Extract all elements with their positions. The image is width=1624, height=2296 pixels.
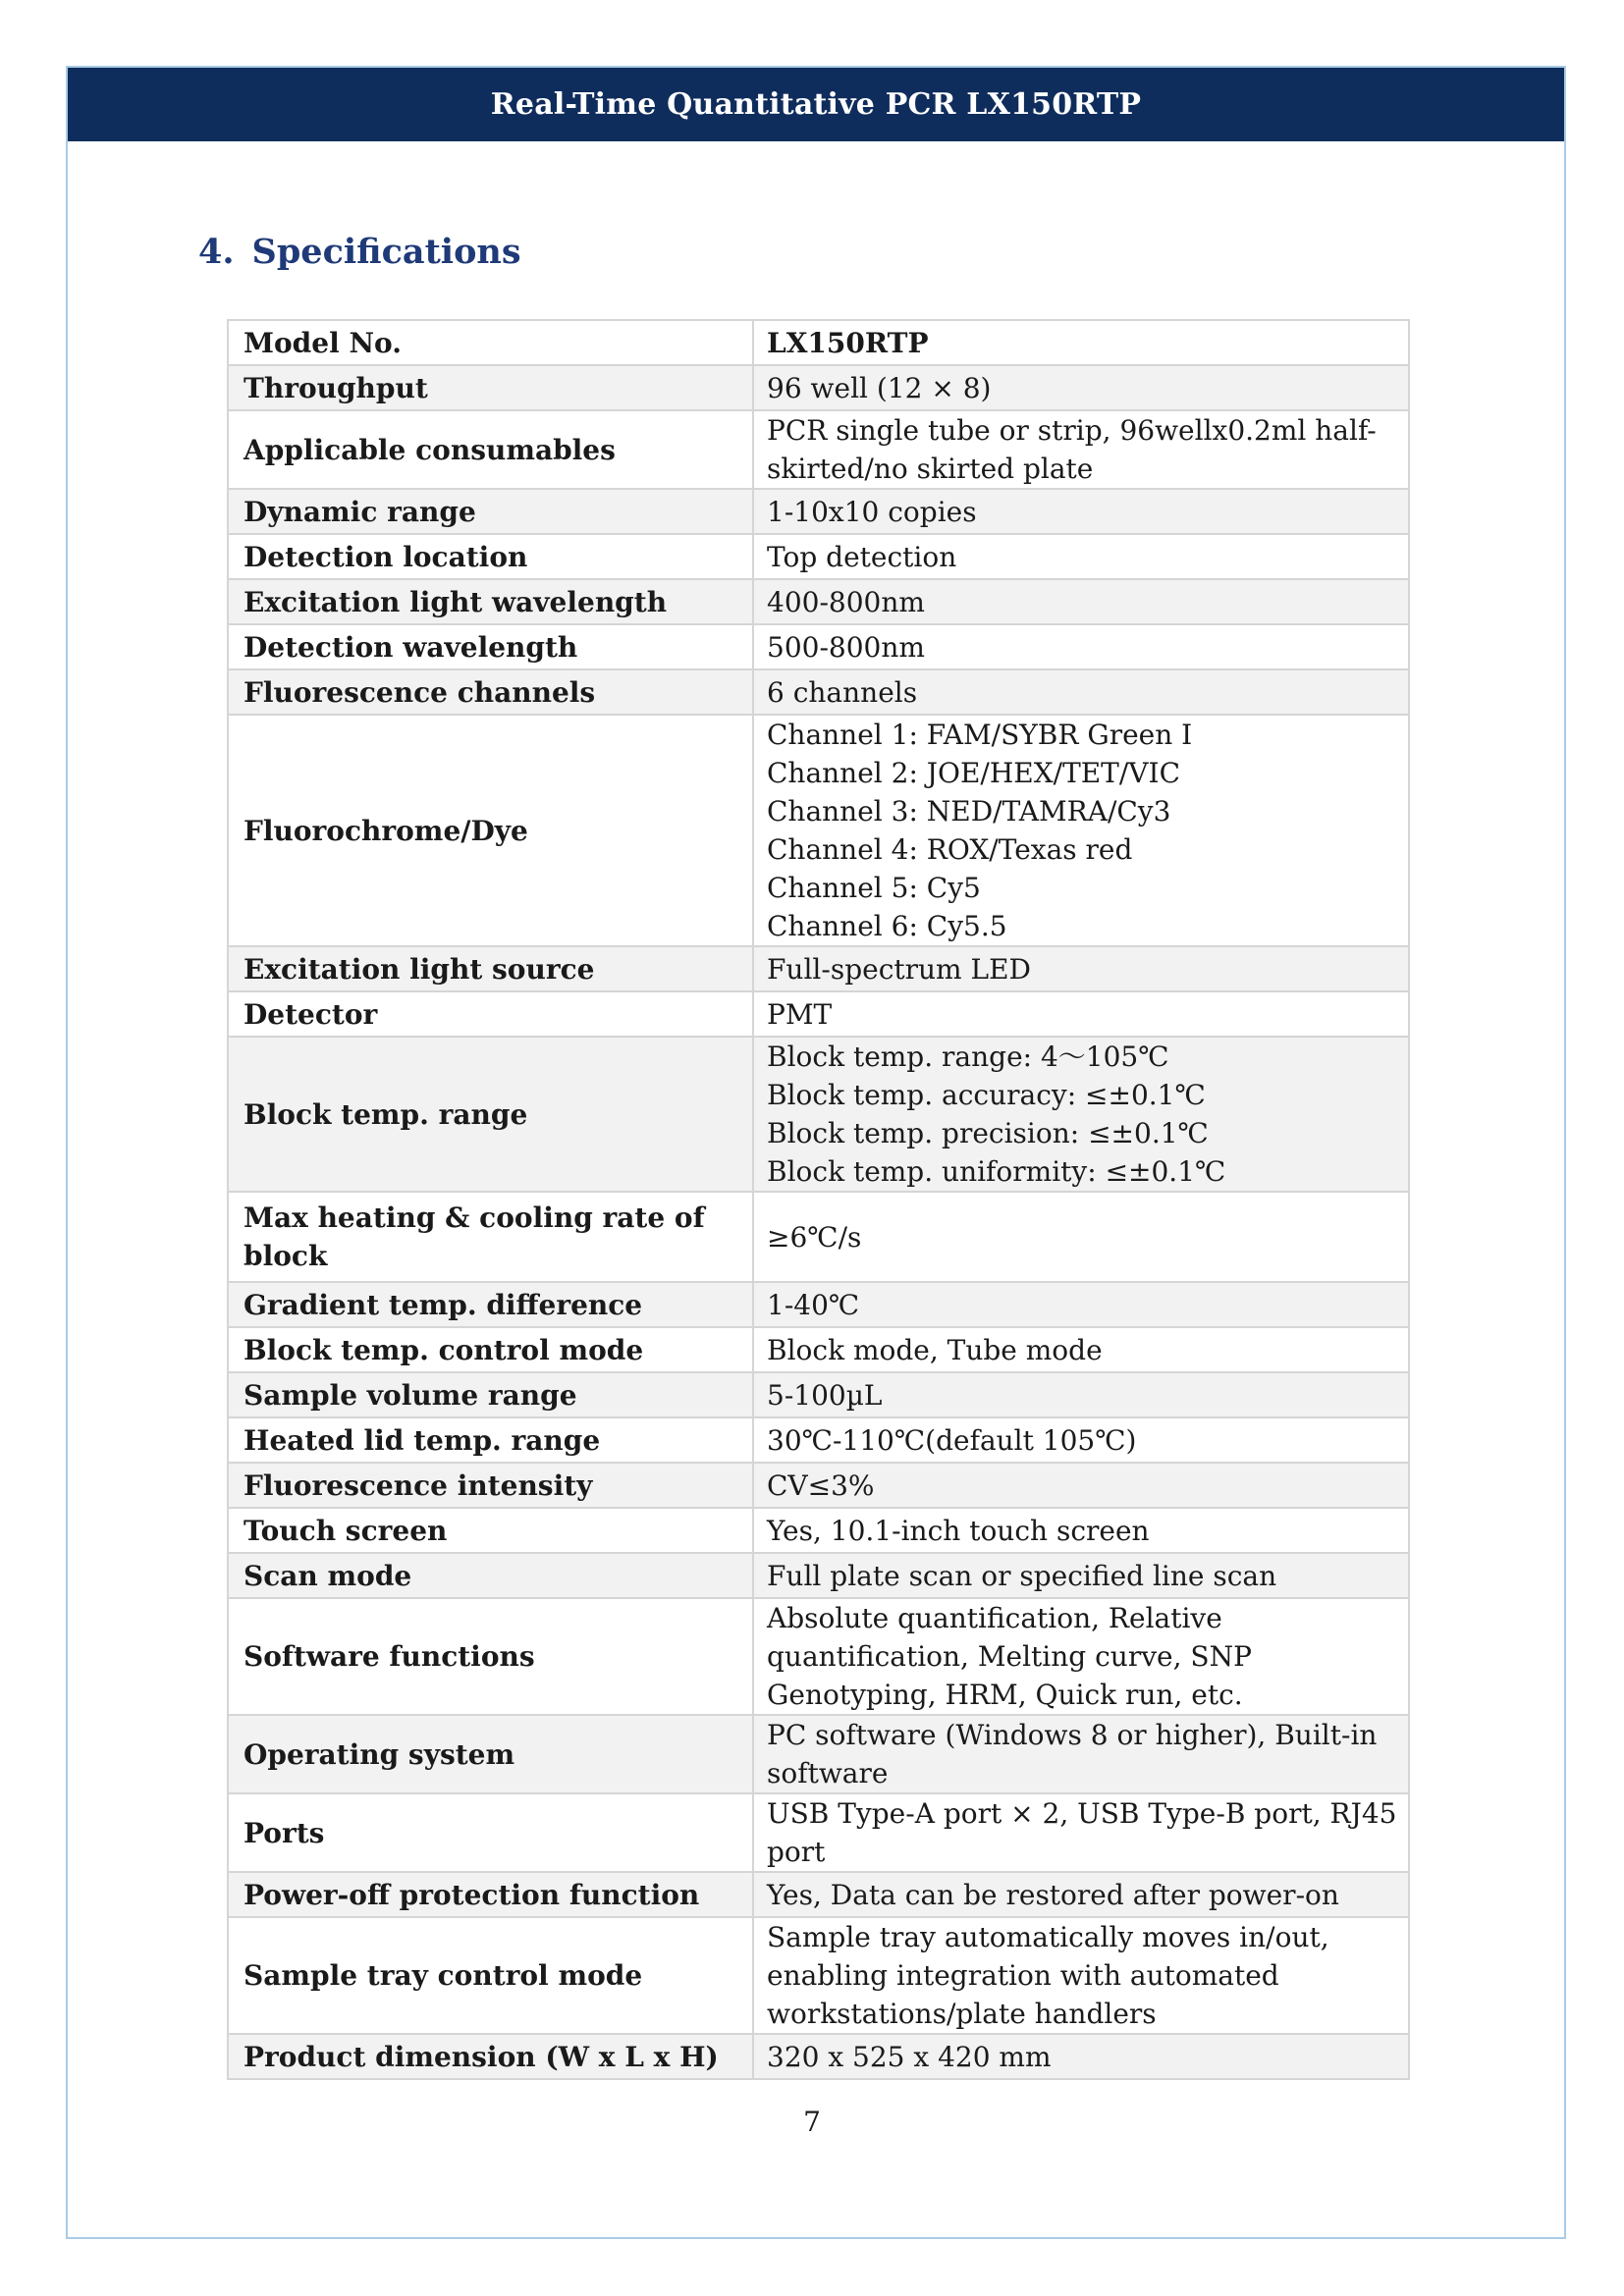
spec-row [228,1372,1409,1417]
spec-value-line: Block temp. accuracy: ≤±0.1℃ [767,1079,1206,1111]
spec-label: Ports [228,1793,753,1872]
spec-label: Fluorescence intensity [228,1463,753,1508]
spec-row [228,991,1409,1037]
spec-label: Excitation light wavelength [228,579,753,624]
spec-row [228,410,1409,489]
spec-value [753,410,1409,489]
spec-value [753,489,1409,534]
spec-value-line: 500-800nm [767,630,925,664]
spec-row [228,534,1409,579]
spec-value-line: enabling integration with automated [767,1959,1279,1992]
spec-value [753,1553,1409,1598]
spec-row [228,1417,1409,1463]
spec-value-line: Full plate scan or specified line scan [767,1559,1277,1592]
spec-label: Detection wavelength [228,624,753,669]
spec-value-line: Block temp. precision: ≤±0.1℃ [767,1117,1209,1149]
spec-value [753,991,1409,1037]
spec-row [228,1598,1409,1715]
spec-value-line: Sample tray automatically moves in/out, [767,1921,1329,1953]
spec-value-line: Channel 3: NED/TAMRA/Cy3 [767,795,1171,828]
spec-label: Max heating & cooling rate of block [228,1192,753,1282]
spec-row [228,1715,1409,1793]
specifications-table-body [228,320,1409,2079]
spec-value-line: workstations/plate handlers [767,1998,1157,2030]
spec-value [753,1508,1409,1553]
spec-row [228,1872,1409,1917]
document-header [68,68,1564,141]
spec-label: Heated lid temp. range [228,1417,753,1463]
spec-value [753,1463,1409,1508]
spec-label: Model No. [228,320,753,365]
spec-row [228,946,1409,991]
spec-label: Touch screen [228,1508,753,1553]
spec-value-line: quantification, Melting curve, SNP [767,1640,1252,1673]
spec-value-line: 96 well (12 × 8) [767,371,992,404]
section-number: 4. [198,232,235,272]
spec-value [753,1872,1409,1917]
spec-row [228,320,1409,365]
spec-value [753,1327,1409,1372]
spec-row [228,1793,1409,1872]
spec-value [753,365,1409,410]
spec-label: Sample tray control mode [228,1917,753,2034]
document-title: Real-Time Quantitative PCR LX150RTP [490,87,1142,122]
spec-label: Throughput [228,365,753,410]
spec-value [753,2034,1409,2079]
spec-value [753,1917,1409,2034]
spec-label: Sample volume range [228,1372,753,1417]
spec-label: Scan mode [228,1553,753,1598]
spec-label: Block temp. control mode [228,1327,753,1372]
spec-row [228,624,1409,669]
spec-value-line: software [767,1757,889,1789]
spec-value-line: Yes, 10.1-inch touch screen [767,1514,1150,1547]
spec-value-line: Absolute quantification, Relative [767,1602,1222,1634]
spec-label: Detector [228,991,753,1037]
spec-value [753,624,1409,669]
spec-value [753,1037,1409,1192]
spec-value-line: 320 x 525 x 420 mm [767,2040,1052,2073]
spec-label: Dynamic range [228,489,753,534]
spec-value [753,1417,1409,1463]
spec-value-line: Channel 6: Cy5.5 [767,910,1007,942]
spec-row [228,1463,1409,1508]
spec-value-line: Channel 5: Cy5 [767,872,981,904]
spec-label: Gradient temp. difference [228,1282,753,1327]
spec-value-line: 1-40℃ [767,1288,860,1321]
spec-row [228,1553,1409,1598]
spec-row [228,1192,1409,1282]
spec-value-line: PMT [767,997,833,1031]
spec-label: Block temp. range [228,1037,753,1192]
spec-value [753,946,1409,991]
spec-label: Operating system [228,1715,753,1793]
spec-value-line: Full-spectrum LED [767,952,1031,986]
spec-label: Applicable consumables [228,410,753,489]
spec-row [228,1508,1409,1553]
spec-label: Detection location [228,534,753,579]
spec-value-line: skirted/no skirted plate [767,453,1094,485]
spec-label: Software functions [228,1598,753,1715]
spec-label: Product dimension (W x L x H) [228,2034,753,2079]
spec-value-line: PCR single tube or strip, 96wellx0.2ml half- [767,414,1377,447]
section-title: Specifications [251,232,521,272]
spec-value-line: 6 channels [767,675,918,709]
spec-value-line: Channel 1: FAM/SYBR Green I [767,719,1193,751]
spec-row [228,669,1409,715]
spec-value-line: Block temp. uniformity: ≤±0.1℃ [767,1155,1226,1188]
section-heading [198,232,521,272]
spec-value [753,1282,1409,1327]
spec-value-line: 1-10x10 copies [767,495,977,528]
spec-value-line: CV≤3% [767,1468,875,1502]
spec-value [753,1793,1409,1872]
spec-value-line: Genotyping, HRM, Quick run, etc. [767,1679,1243,1711]
spec-value [753,1372,1409,1417]
spec-value [753,1598,1409,1715]
spec-row [228,1282,1409,1327]
spec-label: Power-off protection function [228,1872,753,1917]
specifications-table [227,319,1410,2080]
spec-value-line: port [767,1836,826,1868]
spec-value-line: Block mode, Tube mode [767,1333,1103,1366]
spec-label: Excitation light source [228,946,753,991]
spec-value-line: Yes, Data can be restored after power-on [767,1878,1339,1911]
spec-row [228,489,1409,534]
spec-row [228,579,1409,624]
spec-value-line: 400-800nm [767,585,925,618]
spec-value [753,669,1409,715]
spec-value-line: Top detection [767,540,957,573]
spec-value-line: Channel 4: ROX/Texas red [767,833,1133,866]
spec-value [753,1192,1409,1282]
spec-value-line: LX150RTP [767,326,929,359]
spec-value [753,715,1409,946]
spec-row [228,1037,1409,1192]
spec-value [753,534,1409,579]
spec-value-line: Block temp. range: 4～105℃ [767,1041,1169,1073]
spec-value-line: 5-100µL [767,1378,883,1412]
spec-row [228,365,1409,410]
spec-value-line: Channel 2: JOE/HEX/TET/VIC [767,757,1180,789]
spec-value-line: ≥6℃/s [767,1220,862,1254]
spec-label: Fluorochrome/Dye [228,715,753,946]
spec-value [753,1715,1409,1793]
spec-row [228,2034,1409,2079]
spec-row [228,1917,1409,2034]
spec-value-line: USB Type-A port × 2, USB Type-B port, RJ45 [767,1797,1397,1830]
spec-value [753,320,1409,365]
spec-row [228,715,1409,946]
spec-value-line: 30℃-110℃(default 105℃) [767,1423,1137,1457]
spec-value-line: PC software (Windows 8 or higher), Built-in [767,1719,1378,1751]
spec-value [753,579,1409,624]
spec-row [228,1327,1409,1372]
spec-label: Fluorescence channels [228,669,753,715]
page-number: 7 [803,2106,821,2138]
